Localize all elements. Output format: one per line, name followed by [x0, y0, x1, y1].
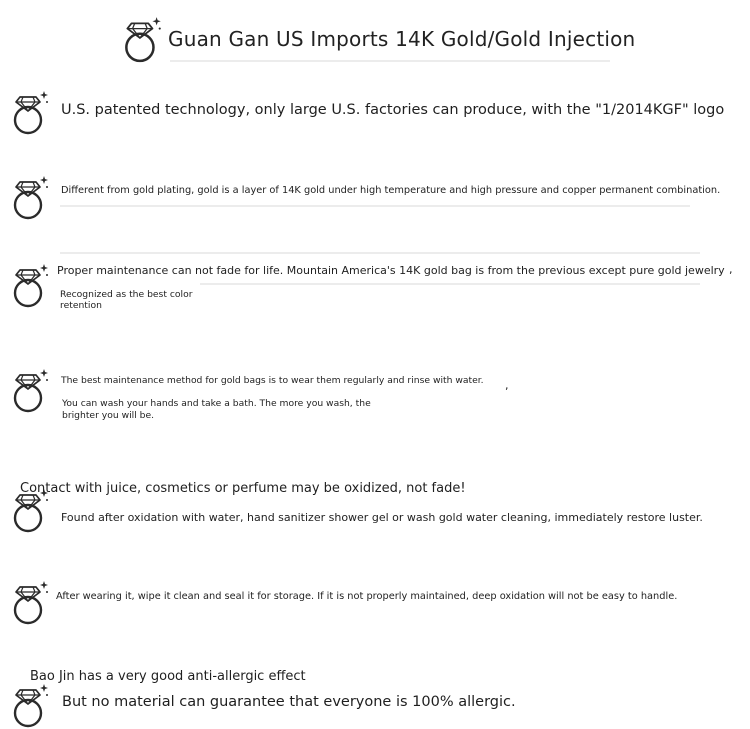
ring-icon: [10, 681, 50, 729]
diamond-ring-icon: [10, 366, 50, 414]
point-7-text: Bao Jin has a very good anti-allergic effect: [30, 669, 306, 684]
faint-line: [60, 252, 700, 254]
faint-line: [200, 283, 700, 285]
point-1-text: U.S. patented technology, only large U.S. factories can produce, with the "1/2014KGF" logo: [61, 102, 725, 118]
diamond-ring-icon: [121, 15, 163, 63]
point-2-text: Different from gold plating, gold is a layer of 14K gold under high temperature and high pressure and copper permanent combination.: [61, 185, 721, 196]
diamond-ring-icon: [10, 88, 50, 136]
point-7-subtext: But no material can guarantee that everyone is 100% allergic.: [62, 694, 516, 710]
page-title: Guan Gan US Imports 14K Gold/Gold Injection: [168, 27, 636, 51]
diamond-ring-icon: [10, 261, 50, 309]
point-4-text: The best maintenance method for gold bags is to wear them regularly and rinse with water.: [61, 375, 484, 386]
comma-mark: ,: [505, 379, 509, 392]
faint-line: [170, 60, 610, 62]
faint-line: [60, 205, 690, 207]
point-5-subtext: Found after oxidation with water, hand sanitizer shower gel or wash gold water cleaning, immediately restore luster.: [61, 511, 703, 524]
point-5-text: Contact with juice, cosmetics or perfume may be oxidized, not fade!: [20, 481, 466, 496]
diamond-ring-icon: [10, 578, 50, 626]
point-3-text: Proper maintenance can not fade for life. Mountain America's 14K gold bag is from the previous except pure gold jewelry: [57, 264, 725, 277]
diamond-ring-icon: [10, 173, 50, 221]
point-6-text: After wearing it, wipe it clean and seal it for storage. If it is not properly maintained, deep oxidation will not be easy to handle.: [56, 591, 678, 602]
point-3-subtext: Recognized as the best color retention: [60, 289, 193, 311]
ring-icon: [10, 486, 50, 534]
point-4-subtext: You can wash your hands and take a bath. The more you wash, the brighter you will be.: [62, 398, 371, 421]
comma-mark: ,: [729, 263, 733, 276]
